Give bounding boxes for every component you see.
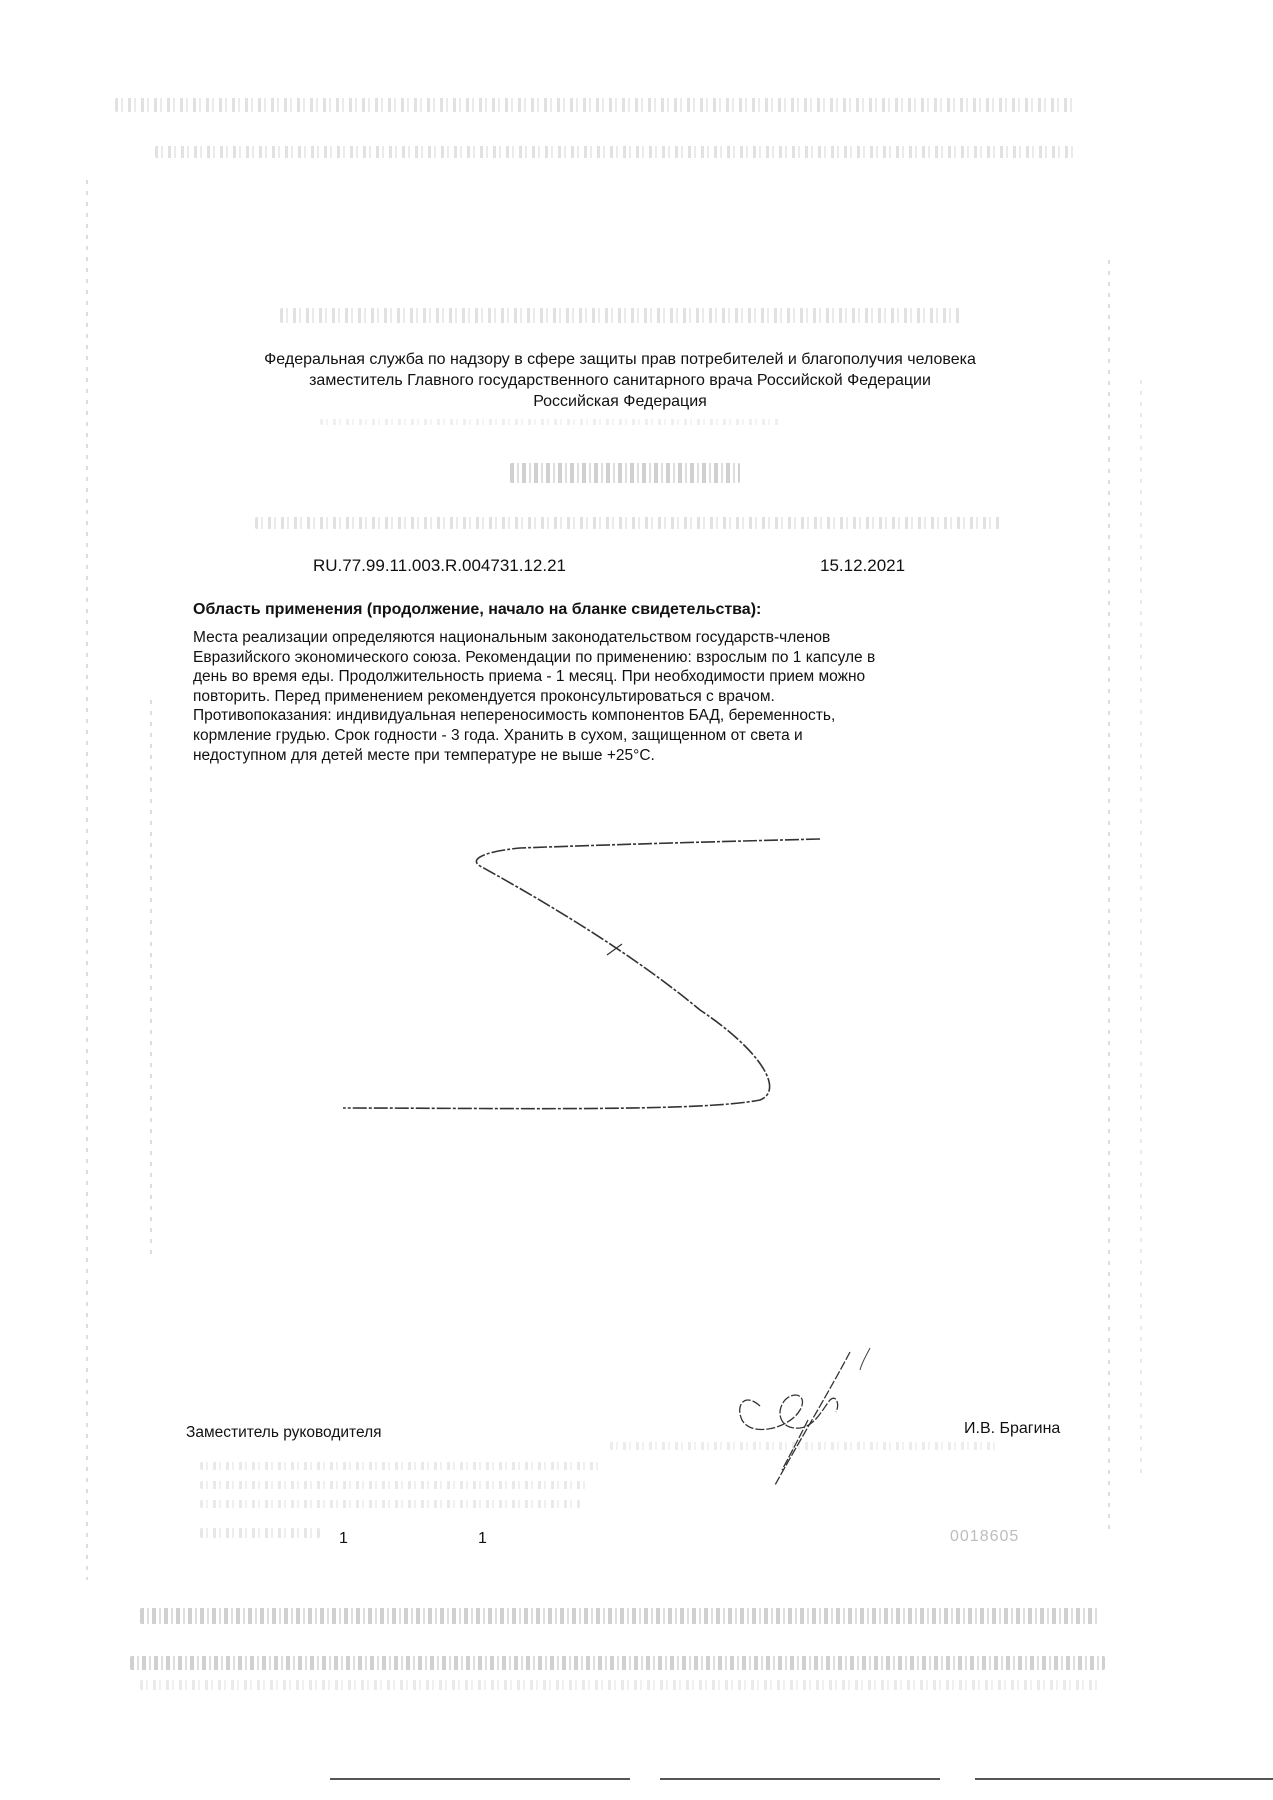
section-title: Область применения (продолжение, начало на бланке свидетельства): — [193, 601, 762, 618]
handwritten-signature — [740, 1352, 850, 1485]
signature-flourish — [860, 1348, 870, 1370]
body-line: Противопоказания: индивидуальная непереносимость компонентов БАД, беременность, — [193, 707, 836, 725]
page-total: 1 — [478, 1530, 487, 1547]
registration-number: RU.77.99.11.003.R.004731.12.21 — [313, 556, 566, 575]
bottom-scan-line-1 — [330, 1778, 630, 1780]
bottom-scan-line-3 — [975, 1778, 1273, 1780]
signatory-name: И.В. Брагина — [964, 1420, 1061, 1437]
bottom-scan-line-2 — [660, 1778, 940, 1780]
form-serial-number: 0018605 — [950, 1528, 1020, 1545]
body-line: кормление грудью. Срок годности - 3 года. Хранить в сухом, защищенном от света и — [193, 726, 803, 744]
country-line: Российская Федерация — [533, 393, 707, 410]
body-line: недоступном для детей месте при температуре не выше +25°С. — [193, 746, 655, 764]
authority-line: Федеральная служба по надзору в сфере защиты прав потребителей и благополучия человека — [264, 351, 976, 368]
page-number: 1 — [339, 1530, 348, 1547]
body-line: повторить. Перед применением рекомендуется проконсультироваться с врачом. — [193, 687, 775, 705]
registration-date: 15.12.2021 — [820, 556, 906, 575]
body-line: Места реализации определяются национальным законодательством государств-членов — [193, 629, 831, 646]
authority-position-line: заместитель Главного государственного санитарного врача Российской Федерации — [309, 372, 931, 389]
signatory-title: Заместитель руководителя — [186, 1424, 382, 1441]
body-line: Евразийского экономического союза. Рекомендации по применению: взрослым по 1 капсуле в — [193, 648, 876, 666]
body-line: день во время еды. Продолжительность приема - 1 месяц. При необходимости прием можно — [193, 668, 866, 686]
z-cancellation-stroke — [343, 839, 820, 1109]
